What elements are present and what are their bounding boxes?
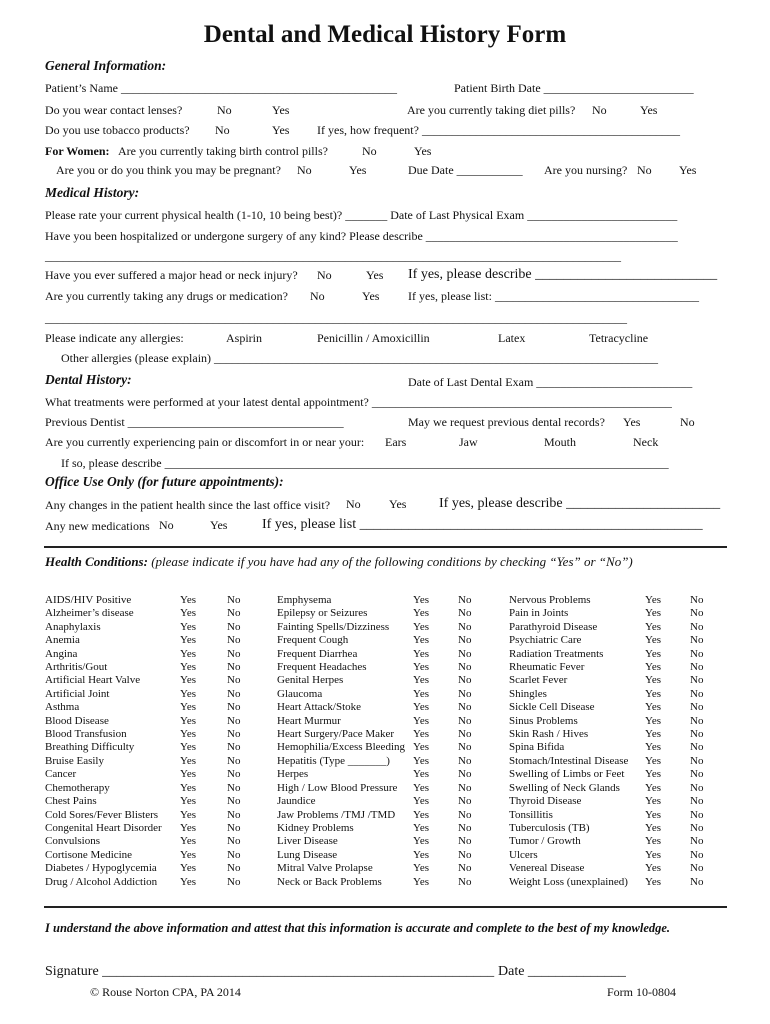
condition-yes-option[interactable]: Yes bbox=[645, 848, 662, 861]
condition-label: Epilepsy or Seizures bbox=[277, 607, 368, 620]
condition-label: Heart Attack/Stoke bbox=[277, 701, 362, 714]
condition-yes-option[interactable]: Yes bbox=[180, 714, 197, 727]
condition-label: Shingles bbox=[509, 687, 547, 700]
hospitalized-field[interactable]: Have you been hospitalized or undergone surgery of any kind? Please describe __________________________________________ bbox=[45, 229, 678, 243]
changes-question: Any changes in the patient health since the last office visit? bbox=[45, 498, 331, 512]
records-question: May we request previous dental records? bbox=[408, 415, 605, 429]
changes-yes-option[interactable]: Yes bbox=[389, 497, 407, 511]
condition-yes-option[interactable]: Yes bbox=[180, 687, 197, 700]
hospitalized-extra-line[interactable]: ________________________________________________________________________________________________ bbox=[45, 249, 621, 263]
condition-no-option[interactable]: No bbox=[227, 781, 241, 794]
records-no-option[interactable]: No bbox=[680, 415, 695, 429]
drugs-yes-option[interactable]: Yes bbox=[362, 289, 380, 303]
condition-yes-option[interactable]: Yes bbox=[180, 875, 197, 888]
condition-label: Frequent Headaches bbox=[277, 661, 367, 674]
condition-no-option[interactable]: No bbox=[690, 795, 704, 808]
allergy-aspirin-option[interactable]: Aspirin bbox=[226, 331, 262, 345]
signature-field[interactable]: Signature ________________________________________________________ bbox=[45, 964, 495, 979]
condition-label: Artificial Joint bbox=[45, 687, 110, 700]
condition-yes-option[interactable]: Yes bbox=[645, 701, 662, 714]
condition-label: Tumor / Growth bbox=[509, 835, 581, 848]
condition-no-option[interactable]: No bbox=[227, 875, 241, 888]
condition-label: Asthma bbox=[45, 701, 80, 714]
condition-yes-option[interactable]: Yes bbox=[413, 754, 430, 767]
condition-label: Sinus Problems bbox=[509, 714, 578, 727]
section-divider bbox=[44, 906, 727, 908]
condition-label: Radiation Treatments bbox=[509, 647, 604, 660]
condition-no-option[interactable]: No bbox=[458, 620, 472, 633]
copyright: © Rouse Norton CPA, PA 2014 bbox=[90, 985, 241, 999]
condition-no-option[interactable]: No bbox=[227, 741, 241, 754]
condition-label: Hepatitis (Type _______) bbox=[277, 754, 390, 767]
birth-date-field[interactable]: Patient Birth Date _________________________ bbox=[454, 81, 694, 95]
condition-label: Congenital Heart Disorder bbox=[45, 821, 162, 834]
condition-no-option[interactable]: No bbox=[690, 634, 704, 647]
condition-no-option[interactable]: No bbox=[227, 674, 241, 687]
condition-yes-option[interactable]: Yes bbox=[180, 741, 197, 754]
tobacco-no-option[interactable]: No bbox=[215, 123, 230, 137]
medical-heading: Medical History: bbox=[45, 185, 140, 200]
condition-no-option[interactable]: No bbox=[690, 862, 704, 875]
conditions-column-2-no bbox=[458, 594, 471, 889]
condition-label: Drug / Alcohol Addiction bbox=[45, 875, 158, 888]
condition-label: Weight Loss (unexplained) bbox=[509, 875, 628, 888]
condition-label: Hemophilia/Excess Bleeding bbox=[277, 741, 405, 754]
condition-label: Cancer bbox=[45, 768, 77, 781]
allergies-label: Please indicate any allergies: bbox=[45, 331, 184, 345]
condition-yes-option[interactable]: Yes bbox=[413, 661, 430, 674]
condition-no-option[interactable]: No bbox=[458, 768, 472, 781]
condition-label: Swelling of Limbs or Feet bbox=[509, 768, 625, 781]
condition-no-option[interactable]: No bbox=[227, 808, 241, 821]
condition-label: Kidney Problems bbox=[277, 821, 354, 834]
birth-control-yes-option[interactable]: Yes bbox=[414, 144, 432, 158]
health-rating-field[interactable]: Please rate your current physical health (1-10, 10 being best)? _______ Date of Last Physical Exam _________________________ bbox=[45, 208, 678, 222]
condition-yes-option[interactable]: Yes bbox=[645, 714, 662, 727]
condition-no-option[interactable]: No bbox=[227, 835, 241, 848]
other-allergies-field[interactable]: Other allergies (please explain) __________________________________________________________________________ bbox=[61, 351, 659, 365]
condition-label: Sickle Cell Disease bbox=[509, 701, 595, 714]
condition-yes-option[interactable]: Yes bbox=[413, 634, 430, 647]
condition-label: Neck or Back Problems bbox=[277, 875, 382, 888]
condition-label: Tuberculosis (TB) bbox=[509, 821, 590, 834]
pain-describe-field[interactable]: If so, please describe ____________________________________________________________________________________ bbox=[61, 456, 669, 470]
condition-no-option[interactable]: No bbox=[458, 795, 472, 808]
condition-label: Blood Transfusion bbox=[45, 728, 127, 741]
condition-yes-option[interactable]: Yes bbox=[645, 754, 662, 767]
tobacco-frequency-field[interactable]: If yes, how frequent? ___________________________________________ bbox=[317, 123, 680, 137]
condition-no-option[interactable]: No bbox=[690, 781, 704, 794]
condition-yes-option[interactable]: Yes bbox=[180, 795, 197, 808]
condition-label: Arthritis/Gout bbox=[45, 661, 108, 674]
patient-name-field[interactable]: Patient’s Name ______________________________________________ bbox=[45, 81, 397, 95]
records-yes-option[interactable]: Yes bbox=[623, 415, 641, 429]
condition-yes-option[interactable]: Yes bbox=[180, 768, 197, 781]
condition-yes-option[interactable]: Yes bbox=[645, 875, 662, 888]
condition-no-option[interactable]: No bbox=[690, 768, 704, 781]
condition-label: Lung Disease bbox=[277, 848, 338, 861]
condition-yes-option[interactable]: Yes bbox=[180, 821, 197, 834]
conditions-header bbox=[45, 555, 633, 569]
condition-yes-option[interactable]: Yes bbox=[413, 862, 430, 875]
condition-no-option[interactable]: No bbox=[690, 754, 704, 767]
conditions-column-1-no bbox=[227, 594, 240, 889]
condition-yes-option[interactable]: Yes bbox=[413, 835, 430, 848]
condition-yes-option[interactable]: Yes bbox=[180, 674, 197, 687]
condition-yes-option[interactable]: Yes bbox=[645, 687, 662, 700]
condition-yes-option[interactable]: Yes bbox=[180, 862, 197, 875]
condition-label: Psychiatric Care bbox=[509, 634, 582, 647]
birth-control-no-option[interactable]: No bbox=[362, 144, 377, 158]
condition-label: Skin Rash / Hives bbox=[509, 728, 589, 741]
allergy-tetracycline-option[interactable]: Tetracycline bbox=[589, 331, 649, 345]
condition-label: Diabetes / Hypoglycemia bbox=[45, 862, 157, 875]
due-date-field[interactable]: Due Date ___________ bbox=[408, 163, 523, 177]
condition-label: Frequent Cough bbox=[277, 634, 349, 647]
condition-yes-option[interactable]: Yes bbox=[645, 781, 662, 794]
condition-yes-option[interactable]: Yes bbox=[413, 808, 430, 821]
contacts-yes-option[interactable]: Yes bbox=[272, 103, 290, 117]
condition-label: Ulcers bbox=[509, 848, 538, 861]
condition-label: Artificial Heart Valve bbox=[45, 674, 141, 687]
conditions-column-3-yes bbox=[645, 594, 661, 889]
condition-yes-option[interactable]: Yes bbox=[180, 808, 197, 821]
allergy-penicillin-option[interactable]: Penicillin / Amoxicillin bbox=[317, 331, 430, 345]
condition-no-option[interactable]: No bbox=[458, 701, 472, 714]
condition-yes-option[interactable]: Yes bbox=[413, 687, 430, 700]
condition-yes-option[interactable]: Yes bbox=[645, 741, 662, 754]
condition-no-option[interactable]: No bbox=[227, 728, 241, 741]
condition-label: Chest Pains bbox=[45, 795, 97, 808]
condition-no-option[interactable]: No bbox=[690, 728, 704, 741]
condition-yes-option[interactable]: Yes bbox=[645, 594, 662, 606]
office-heading: Office Use Only (for future appointments): bbox=[45, 474, 284, 489]
condition-no-option[interactable]: No bbox=[458, 741, 472, 754]
condition-label: Fainting Spells/Dizziness bbox=[277, 620, 390, 633]
condition-no-option[interactable]: No bbox=[690, 701, 704, 714]
condition-no-option[interactable]: No bbox=[690, 808, 704, 821]
condition-yes-option[interactable]: Yes bbox=[180, 728, 197, 741]
contacts-question: Do you wear contact lenses? bbox=[45, 103, 183, 117]
conditions-column-3-no bbox=[690, 594, 703, 889]
condition-label: Chemotherapy bbox=[45, 781, 110, 794]
conditions-column-2-yes bbox=[413, 594, 429, 889]
condition-no-option[interactable]: No bbox=[227, 754, 241, 767]
drugs-no-option[interactable]: No bbox=[310, 289, 325, 303]
condition-label: Blood Disease bbox=[45, 714, 109, 727]
condition-yes-option[interactable]: Yes bbox=[180, 754, 197, 767]
previous-dentist-field[interactable]: Previous Dentist ____________________________________ bbox=[45, 415, 344, 429]
nursing-no-option[interactable]: No bbox=[637, 163, 652, 177]
condition-label: Heart Murmur bbox=[277, 714, 341, 727]
condition-yes-option[interactable]: Yes bbox=[180, 835, 197, 848]
pregnant-no-option[interactable]: No bbox=[297, 163, 312, 177]
condition-yes-option[interactable]: Yes bbox=[645, 674, 662, 687]
condition-no-option[interactable]: No bbox=[690, 594, 704, 606]
head-injury-describe-field[interactable]: If yes, please describe __________________________ bbox=[408, 267, 718, 282]
new-meds-yes-option[interactable]: Yes bbox=[210, 518, 228, 532]
date-field[interactable]: Date ______________ bbox=[498, 964, 626, 979]
condition-yes-option[interactable]: Yes bbox=[413, 875, 430, 888]
condition-label: Liver Disease bbox=[277, 835, 338, 848]
condition-label: Angina bbox=[45, 647, 78, 660]
section-divider bbox=[44, 546, 727, 548]
condition-label: Parathyroid Disease bbox=[509, 620, 598, 633]
condition-yes-option[interactable]: Yes bbox=[180, 634, 197, 647]
condition-label: Nervous Problems bbox=[509, 594, 591, 606]
condition-no-option[interactable]: No bbox=[227, 607, 241, 620]
attestation-text: I understand the above information and attest that this information is accurate and complete to the best of my knowledge. bbox=[45, 921, 671, 935]
condition-yes-option[interactable]: Yes bbox=[645, 661, 662, 674]
condition-yes-option[interactable]: Yes bbox=[180, 594, 197, 606]
allergy-latex-option[interactable]: Latex bbox=[498, 331, 526, 345]
new-meds-no-option[interactable]: No bbox=[159, 518, 174, 532]
condition-label: Stomach/Intestinal Disease bbox=[509, 754, 629, 767]
condition-label: Frequent Diarrhea bbox=[277, 647, 358, 660]
condition-no-option[interactable]: No bbox=[227, 620, 241, 633]
diet-question: Are you currently taking diet pills? bbox=[407, 103, 576, 117]
condition-no-option[interactable]: No bbox=[227, 795, 241, 808]
head-injury-yes-option[interactable]: Yes bbox=[366, 268, 384, 282]
condition-label: Rheumatic Fever bbox=[509, 661, 585, 674]
condition-label: Thyroid Disease bbox=[509, 795, 582, 808]
condition-yes-option[interactable]: Yes bbox=[180, 620, 197, 633]
condition-no-option[interactable]: No bbox=[458, 808, 472, 821]
condition-yes-option[interactable]: Yes bbox=[413, 795, 430, 808]
changes-describe-field[interactable]: If yes, please describe ______________________ bbox=[439, 496, 721, 511]
condition-no-option[interactable]: No bbox=[458, 647, 472, 660]
birth-control-question: Are you currently taking birth control pills? bbox=[118, 144, 328, 158]
conditions-subheading: (please indicate if you have had any of the following conditions by checking “Yes” or “No”) bbox=[151, 554, 633, 569]
condition-yes-option[interactable]: Yes bbox=[645, 607, 662, 620]
condition-yes-option[interactable]: Yes bbox=[413, 647, 430, 660]
condition-label: Venereal Disease bbox=[509, 862, 585, 875]
condition-no-option[interactable]: No bbox=[227, 594, 241, 606]
contacts-no-option[interactable]: No bbox=[217, 103, 232, 117]
condition-no-option[interactable]: No bbox=[458, 848, 472, 861]
head-injury-no-option[interactable]: No bbox=[317, 268, 332, 282]
condition-no-option[interactable]: No bbox=[458, 661, 472, 674]
condition-no-option[interactable]: No bbox=[690, 821, 704, 834]
condition-label: Convulsions bbox=[45, 835, 101, 848]
conditions-heading: Health Conditions: bbox=[45, 554, 148, 569]
condition-no-option[interactable]: No bbox=[458, 687, 472, 700]
pain-jaw-option[interactable]: Jaw bbox=[459, 435, 478, 449]
condition-no-option[interactable]: No bbox=[690, 647, 704, 660]
condition-label: Anemia bbox=[45, 634, 80, 647]
condition-yes-option[interactable]: Yes bbox=[413, 848, 430, 861]
pregnant-yes-option[interactable]: Yes bbox=[349, 163, 367, 177]
new-meds-list-field[interactable]: If yes, please list _________________________________________________ bbox=[262, 517, 703, 532]
condition-no-option[interactable]: No bbox=[227, 821, 241, 834]
condition-yes-option[interactable]: Yes bbox=[645, 821, 662, 834]
conditions-column-2 bbox=[277, 594, 405, 889]
condition-no-option[interactable]: No bbox=[458, 821, 472, 834]
condition-no-option[interactable]: No bbox=[690, 848, 704, 861]
condition-no-option[interactable]: No bbox=[458, 781, 472, 794]
condition-yes-option[interactable]: Yes bbox=[413, 781, 430, 794]
condition-yes-option[interactable]: Yes bbox=[413, 728, 430, 741]
form-number: Form 10-0804 bbox=[607, 985, 676, 999]
condition-label: Swelling of Neck Glands bbox=[509, 781, 620, 794]
condition-label: Mitral Valve Prolapse bbox=[277, 862, 373, 875]
condition-label: Cold Sores/Fever Blisters bbox=[45, 808, 159, 821]
pain-mouth-option[interactable]: Mouth bbox=[544, 435, 577, 449]
head-injury-question: Have you ever suffered a major head or neck injury? bbox=[45, 268, 298, 282]
condition-no-option[interactable]: No bbox=[690, 687, 704, 700]
page-title: Dental and Medical History Form bbox=[203, 21, 567, 48]
tobacco-question: Do you use tobacco products? bbox=[45, 123, 190, 137]
condition-label: Scarlet Fever bbox=[509, 674, 568, 687]
condition-yes-option[interactable]: Yes bbox=[645, 808, 662, 821]
condition-label: Cortisone Medicine bbox=[45, 848, 133, 861]
condition-no-option[interactable]: No bbox=[458, 674, 472, 687]
condition-no-option[interactable]: No bbox=[227, 862, 241, 875]
condition-no-option[interactable]: No bbox=[458, 634, 472, 647]
condition-yes-option[interactable]: Yes bbox=[180, 607, 197, 620]
condition-label: Spina Bifida bbox=[509, 741, 565, 754]
condition-label: Tonsillitis bbox=[509, 808, 553, 821]
condition-yes-option[interactable]: Yes bbox=[645, 634, 662, 647]
condition-no-option[interactable]: No bbox=[458, 594, 472, 606]
condition-yes-option[interactable]: Yes bbox=[413, 607, 430, 620]
condition-no-option[interactable]: No bbox=[458, 875, 472, 888]
condition-yes-option[interactable]: Yes bbox=[645, 835, 662, 848]
condition-label: Herpes bbox=[277, 768, 309, 781]
condition-label: Alzheimer’s disease bbox=[45, 607, 134, 620]
drugs-question: Are you currently taking any drugs or medication? bbox=[45, 289, 288, 303]
conditions-column-1 bbox=[45, 594, 162, 889]
condition-yes-option[interactable]: Yes bbox=[180, 701, 197, 714]
condition-no-option[interactable]: No bbox=[690, 661, 704, 674]
condition-label: Anaphylaxis bbox=[45, 620, 101, 633]
conditions-column-3 bbox=[509, 594, 628, 889]
condition-yes-option[interactable]: Yes bbox=[413, 741, 430, 754]
condition-no-option[interactable]: No bbox=[227, 848, 241, 861]
condition-no-option[interactable]: No bbox=[458, 835, 472, 848]
condition-yes-option[interactable]: Yes bbox=[645, 647, 662, 660]
condition-yes-option[interactable]: Yes bbox=[413, 821, 430, 834]
condition-label: Glaucoma bbox=[277, 687, 323, 700]
condition-no-option[interactable]: No bbox=[690, 741, 704, 754]
condition-yes-option[interactable]: Yes bbox=[180, 848, 197, 861]
new-meds-question: Any new medications bbox=[45, 519, 150, 533]
condition-no-option[interactable]: No bbox=[690, 674, 704, 687]
condition-yes-option[interactable]: Yes bbox=[645, 862, 662, 875]
treatments-field[interactable]: What treatments were performed at your latest dental appointment? __________________________________________________ bbox=[45, 395, 672, 409]
nursing-yes-option[interactable]: Yes bbox=[679, 163, 697, 177]
condition-no-option[interactable]: No bbox=[227, 661, 241, 674]
condition-yes-option[interactable]: Yes bbox=[645, 768, 662, 781]
condition-no-option[interactable]: No bbox=[458, 862, 472, 875]
condition-yes-option[interactable]: Yes bbox=[645, 620, 662, 633]
condition-no-option[interactable]: No bbox=[458, 607, 472, 620]
dental-heading: Dental History: bbox=[45, 372, 132, 387]
pain-question: Are you currently experiencing pain or discomfort in or near your: bbox=[45, 435, 365, 449]
general-heading: General Information: bbox=[45, 58, 167, 73]
condition-label: Jaw Problems /TMJ /TMD bbox=[277, 808, 396, 821]
condition-no-option[interactable]: No bbox=[458, 728, 472, 741]
diet-yes-option[interactable]: Yes bbox=[640, 103, 658, 117]
pregnant-question: Are you or do you think you may be pregnant? bbox=[56, 163, 281, 177]
condition-label: Genital Herpes bbox=[277, 674, 344, 687]
pain-ears-option[interactable]: Ears bbox=[385, 435, 407, 449]
condition-yes-option[interactable]: Yes bbox=[413, 674, 430, 687]
condition-no-option[interactable]: No bbox=[690, 714, 704, 727]
condition-yes-option[interactable]: Yes bbox=[413, 768, 430, 781]
condition-no-option[interactable]: No bbox=[227, 768, 241, 781]
nursing-question: Are you nursing? bbox=[544, 163, 628, 177]
condition-no-option[interactable]: No bbox=[458, 714, 472, 727]
condition-no-option[interactable]: No bbox=[227, 634, 241, 647]
condition-no-option[interactable]: No bbox=[227, 714, 241, 727]
changes-no-option[interactable]: No bbox=[346, 497, 361, 511]
condition-label: High / Low Blood Pressure bbox=[277, 781, 398, 794]
condition-label: AIDS/HIV Positive bbox=[45, 594, 132, 606]
condition-yes-option[interactable]: Yes bbox=[413, 701, 430, 714]
last-dental-exam-field[interactable]: Date of Last Dental Exam __________________________ bbox=[408, 375, 693, 389]
condition-no-option[interactable]: No bbox=[227, 701, 241, 714]
condition-yes-option[interactable]: Yes bbox=[413, 620, 430, 633]
condition-yes-option[interactable]: Yes bbox=[180, 781, 197, 794]
pain-neck-option[interactable]: Neck bbox=[633, 435, 659, 449]
condition-label: Breathing Difficulty bbox=[45, 741, 135, 754]
drugs-extra-line[interactable]: _________________________________________________________________________________________________ bbox=[45, 311, 627, 325]
diet-no-option[interactable]: No bbox=[592, 103, 607, 117]
condition-label: Emphysema bbox=[277, 594, 332, 606]
condition-label: Jaundice bbox=[277, 795, 316, 808]
condition-yes-option[interactable]: Yes bbox=[413, 714, 430, 727]
condition-label: Heart Surgery/Pace Maker bbox=[277, 728, 395, 741]
condition-no-option[interactable]: No bbox=[690, 835, 704, 848]
drugs-list-field[interactable]: If yes, please list: __________________________________ bbox=[408, 289, 699, 303]
condition-yes-option[interactable]: Yes bbox=[180, 661, 197, 674]
women-label: For Women: bbox=[45, 144, 110, 158]
condition-label: Pain in Joints bbox=[509, 607, 569, 620]
condition-no-option[interactable]: No bbox=[227, 647, 241, 660]
condition-label: Bruise Easily bbox=[45, 754, 104, 767]
condition-no-option[interactable]: No bbox=[690, 607, 704, 620]
condition-yes-option[interactable]: Yes bbox=[180, 647, 197, 660]
condition-yes-option[interactable]: Yes bbox=[645, 795, 662, 808]
condition-no-option[interactable]: No bbox=[227, 687, 241, 700]
condition-no-option[interactable]: No bbox=[690, 620, 704, 633]
conditions-column-1-yes bbox=[180, 594, 196, 889]
condition-yes-option[interactable]: Yes bbox=[413, 594, 430, 606]
condition-yes-option[interactable]: Yes bbox=[645, 728, 662, 741]
tobacco-yes-option[interactable]: Yes bbox=[272, 123, 290, 137]
condition-no-option[interactable]: No bbox=[458, 754, 472, 767]
condition-no-option[interactable]: No bbox=[690, 875, 704, 888]
